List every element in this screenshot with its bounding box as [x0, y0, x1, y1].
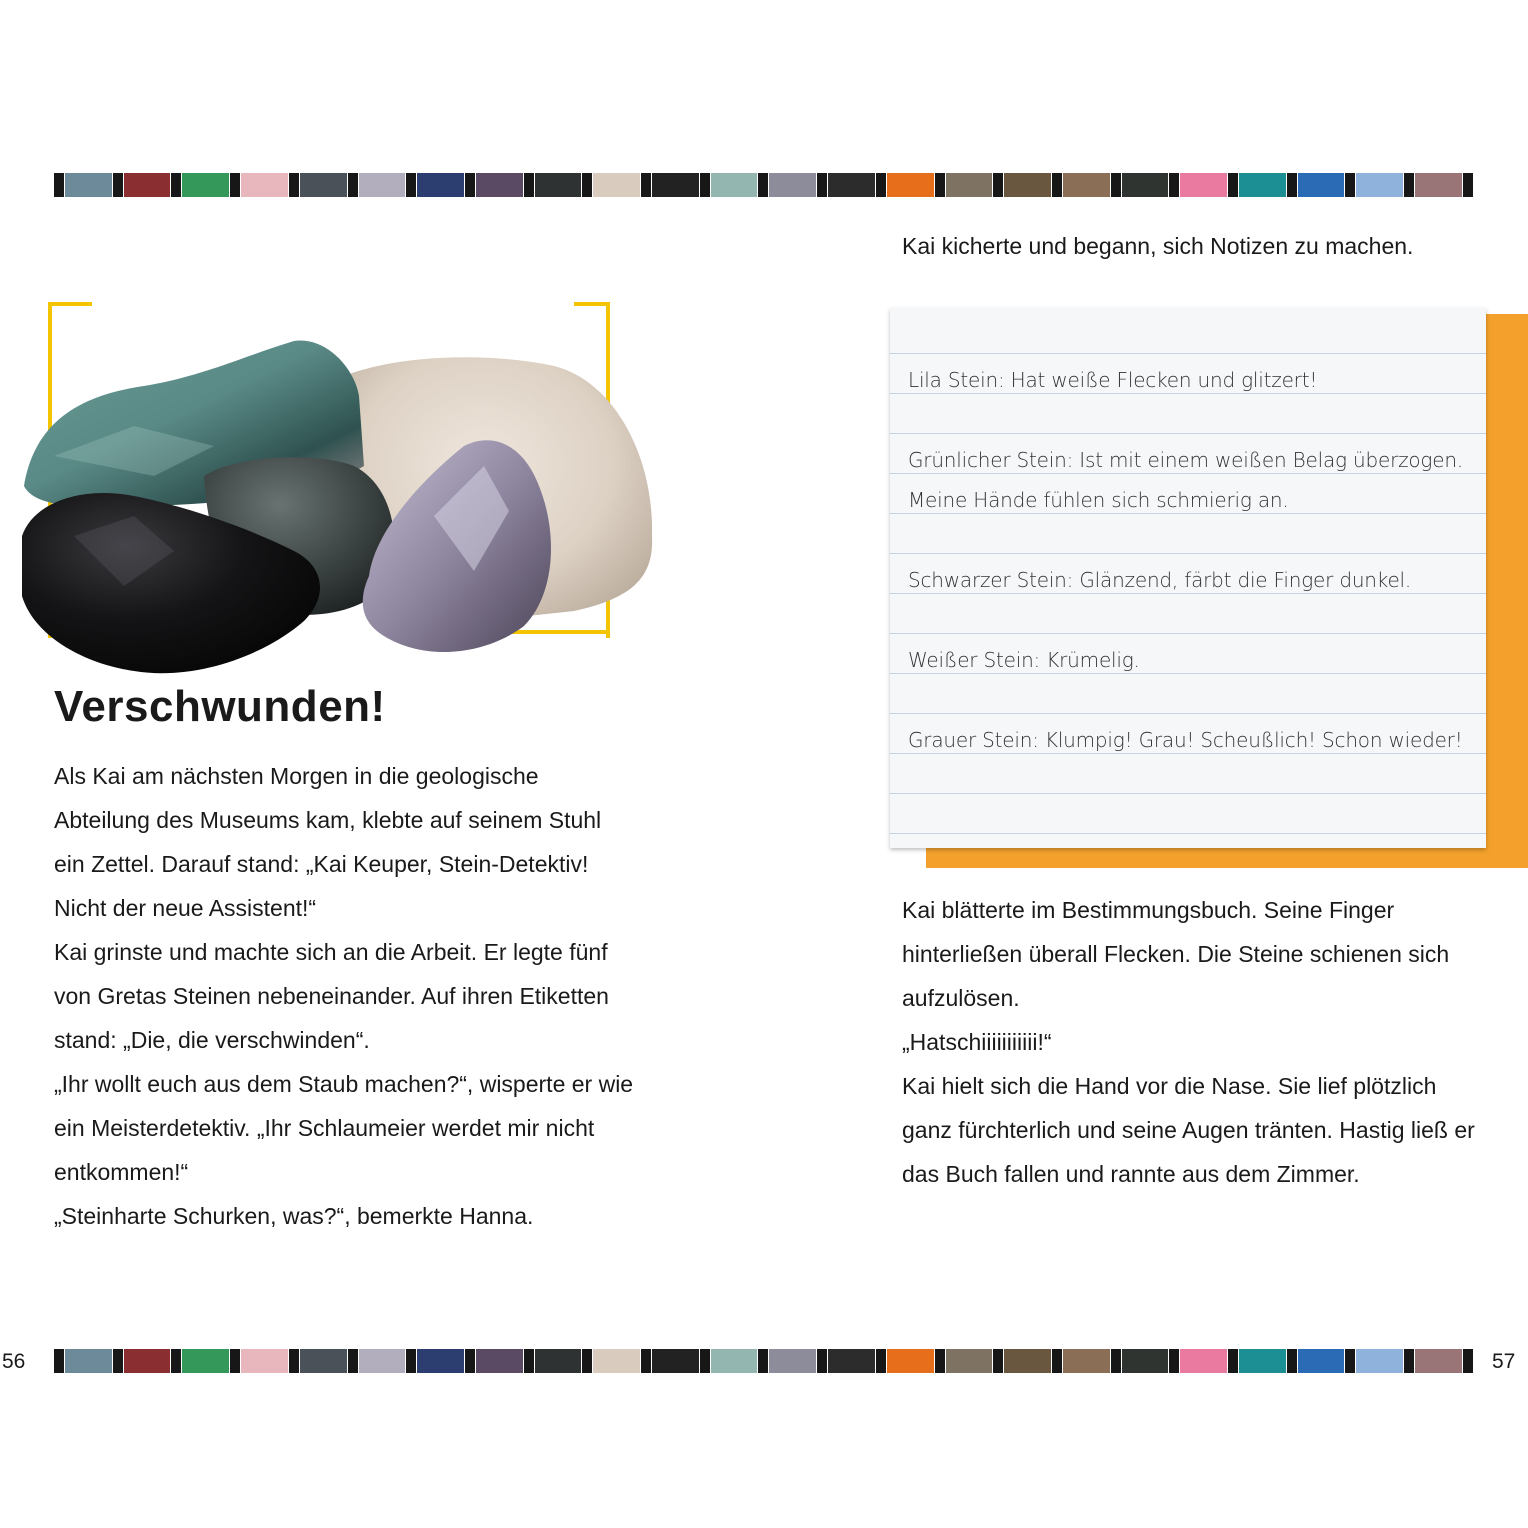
mineral-swatch: [593, 1349, 640, 1373]
notes-intro: Kai kicherte und begann, sich Notizen zu machen.: [902, 233, 1414, 259]
mineral-swatch: [935, 173, 945, 197]
mineral-swatch: [946, 173, 993, 197]
mineral-swatch: [406, 1349, 416, 1373]
mineral-swatch: [1239, 1349, 1286, 1373]
note-schwarz: Schwarzer Stein: Glänzend, färbt die Finger dunkel.: [908, 568, 1412, 592]
mineral-swatch: [182, 173, 229, 197]
mineral-swatch: [359, 173, 406, 197]
mineral-swatch: [230, 173, 240, 197]
mineral-strip-bottom: [54, 1349, 1474, 1373]
mineral-swatch: [817, 173, 827, 197]
mineral-swatch: [876, 1349, 886, 1373]
mineral-swatch: [817, 1349, 827, 1373]
mineral-swatch: [1180, 1349, 1227, 1373]
left-body-text: [54, 754, 634, 1238]
mineral-swatch: [700, 1349, 710, 1373]
mineral-swatch: [711, 173, 758, 197]
mineral-swatch: [524, 173, 534, 197]
mineral-swatch: [769, 1349, 816, 1373]
mineral-swatch: [593, 173, 640, 197]
mineral-swatch: [1180, 173, 1227, 197]
mineral-swatch: [1122, 1349, 1169, 1373]
mineral-swatch: [54, 1349, 64, 1373]
mineral-swatch: [1356, 173, 1403, 197]
mineral-swatch: [1111, 1349, 1121, 1373]
mineral-swatch: [1415, 173, 1462, 197]
mineral-swatch: [1287, 1349, 1297, 1373]
mineral-swatch: [993, 173, 1003, 197]
mineral-swatch: [300, 173, 347, 197]
mineral-swatch: [758, 1349, 768, 1373]
paragraph: „Steinharte Schurken, was?“, bemerkte Hanna.: [54, 1203, 534, 1229]
notebook: [890, 308, 1486, 848]
mineral-swatch: [171, 1349, 181, 1373]
paragraph: „Ihr wollt euch aus dem Staub machen?“, wisperte er wie ein Meisterdetektiv. „Ihr Schlaumeier werdet mir nicht entkommen!“: [54, 1071, 634, 1185]
mineral-swatch: [652, 173, 699, 197]
mineral-swatch: [289, 1349, 299, 1373]
mineral-swatch: [1169, 173, 1179, 197]
mineral-swatch: [65, 1349, 112, 1373]
mineral-swatch: [1356, 1349, 1403, 1373]
page-number-right: 57: [1492, 1350, 1516, 1373]
mineral-swatch: [758, 173, 768, 197]
note-gruen: Grünlicher Stein: Ist mit einem weißen Belag überzogen.: [908, 448, 1463, 472]
mineral-swatch: [54, 173, 64, 197]
mineral-swatch: [1111, 173, 1121, 197]
mineral-swatch: [946, 1349, 993, 1373]
mineral-swatch: [1169, 1349, 1179, 1373]
mineral-swatch: [465, 1349, 475, 1373]
mineral-swatch: [652, 1349, 699, 1373]
mineral-swatch: [230, 1349, 240, 1373]
mineral-swatch: [711, 1349, 758, 1373]
mineral-swatch: [828, 173, 875, 197]
mineral-swatch: [465, 173, 475, 197]
mineral-swatch: [1063, 1349, 1110, 1373]
mineral-swatch: [417, 1349, 464, 1373]
paragraph: Kai grinste und machte sich an die Arbeit. Er legte fünf von Gretas Steinen nebeneinander. Auf ihren Etiketten stand: „Die, die verschwinden“.: [54, 939, 609, 1053]
mineral-swatch: [1122, 173, 1169, 197]
notebook-notes: [908, 360, 1478, 760]
mineral-swatch: [1298, 173, 1345, 197]
mineral-swatch: [406, 173, 416, 197]
mineral-swatch: [348, 173, 358, 197]
mineral-swatch: [828, 1349, 875, 1373]
mineral-swatch: [1228, 173, 1238, 197]
notebook-paper: [890, 308, 1486, 848]
mineral-swatch: [524, 1349, 534, 1373]
paragraph: „Hatschiiiiiiiiiii!“: [902, 1029, 1052, 1055]
mineral-swatch: [300, 1349, 347, 1373]
mineral-swatch: [1004, 173, 1051, 197]
mineral-swatch: [1298, 1349, 1345, 1373]
mineral-swatch: [535, 1349, 582, 1373]
mineral-swatch: [1463, 1349, 1473, 1373]
mineral-swatch: [359, 1349, 406, 1373]
mineral-swatch: [700, 173, 710, 197]
mineral-swatch: [113, 173, 123, 197]
chapter-heading: Verschwunden!: [54, 682, 386, 731]
mineral-strip-top: [54, 173, 1474, 197]
mineral-swatch: [1345, 1349, 1355, 1373]
paragraph: Kai blätterte im Bestimmungsbuch. Seine Finger hinterließen überall Flecken. Die Steine schienen sich aufzulösen.: [902, 897, 1450, 1011]
paragraph: Kai hielt sich die Hand vor die Nase. Sie lief plötzlich ganz fürchterlich und seine Augen tränten. Hastig ließ er das Buch fallen und rannte aus dem Zimmer.: [902, 1073, 1475, 1187]
mineral-swatch: [348, 1349, 358, 1373]
mineral-swatch: [641, 1349, 651, 1373]
page-number-left: 56: [2, 1350, 26, 1373]
mineral-swatch: [535, 173, 582, 197]
mineral-swatch: [1404, 173, 1414, 197]
mineral-swatch: [182, 1349, 229, 1373]
mineral-swatch: [241, 1349, 288, 1373]
note-grau: Grauer Stein: Klumpig! Grau! Scheußlich! Schon wieder!: [908, 728, 1463, 752]
mineral-swatch: [1239, 173, 1286, 197]
mineral-swatch: [876, 173, 886, 197]
mineral-swatch: [1004, 1349, 1051, 1373]
mineral-swatch: [124, 1349, 171, 1373]
mineral-swatch: [241, 173, 288, 197]
mineral-swatch: [65, 173, 112, 197]
right-body-text: [902, 888, 1492, 1196]
mineral-swatch: [476, 1349, 523, 1373]
mineral-swatch: [887, 173, 934, 197]
mineral-swatch: [476, 173, 523, 197]
rocks-photo: [14, 336, 664, 676]
mineral-swatch: [582, 173, 592, 197]
mineral-swatch: [935, 1349, 945, 1373]
paragraph: Als Kai am nächsten Morgen in die geologische Abteilung des Museums kam, klebte auf seinem Stuhl ein Zettel. Darauf stand: „Kai Keuper, Stein-Detektiv! Nicht der neue Assistent!“: [54, 763, 602, 921]
mineral-swatch: [1052, 1349, 1062, 1373]
mineral-swatch: [1228, 1349, 1238, 1373]
mineral-swatch: [1415, 1349, 1462, 1373]
mineral-swatch: [1463, 173, 1473, 197]
mineral-swatch: [1404, 1349, 1414, 1373]
mineral-swatch: [1063, 173, 1110, 197]
note-gruen-cont: Meine Hände fühlen sich schmierig an.: [908, 488, 1289, 512]
mineral-swatch: [113, 1349, 123, 1373]
mineral-swatch: [1345, 173, 1355, 197]
mineral-swatch: [171, 173, 181, 197]
mineral-swatch: [417, 173, 464, 197]
mineral-swatch: [1287, 173, 1297, 197]
note-lila: Lila Stein: Hat weiße Flecken und glitzert!: [908, 368, 1318, 392]
mineral-swatch: [582, 1349, 592, 1373]
mineral-swatch: [641, 173, 651, 197]
mineral-swatch: [769, 173, 816, 197]
note-weiss: Weißer Stein: Krümelig.: [908, 648, 1140, 672]
mineral-swatch: [887, 1349, 934, 1373]
mineral-swatch: [993, 1349, 1003, 1373]
mineral-swatch: [1052, 173, 1062, 197]
mineral-swatch: [124, 173, 171, 197]
mineral-swatch: [289, 173, 299, 197]
